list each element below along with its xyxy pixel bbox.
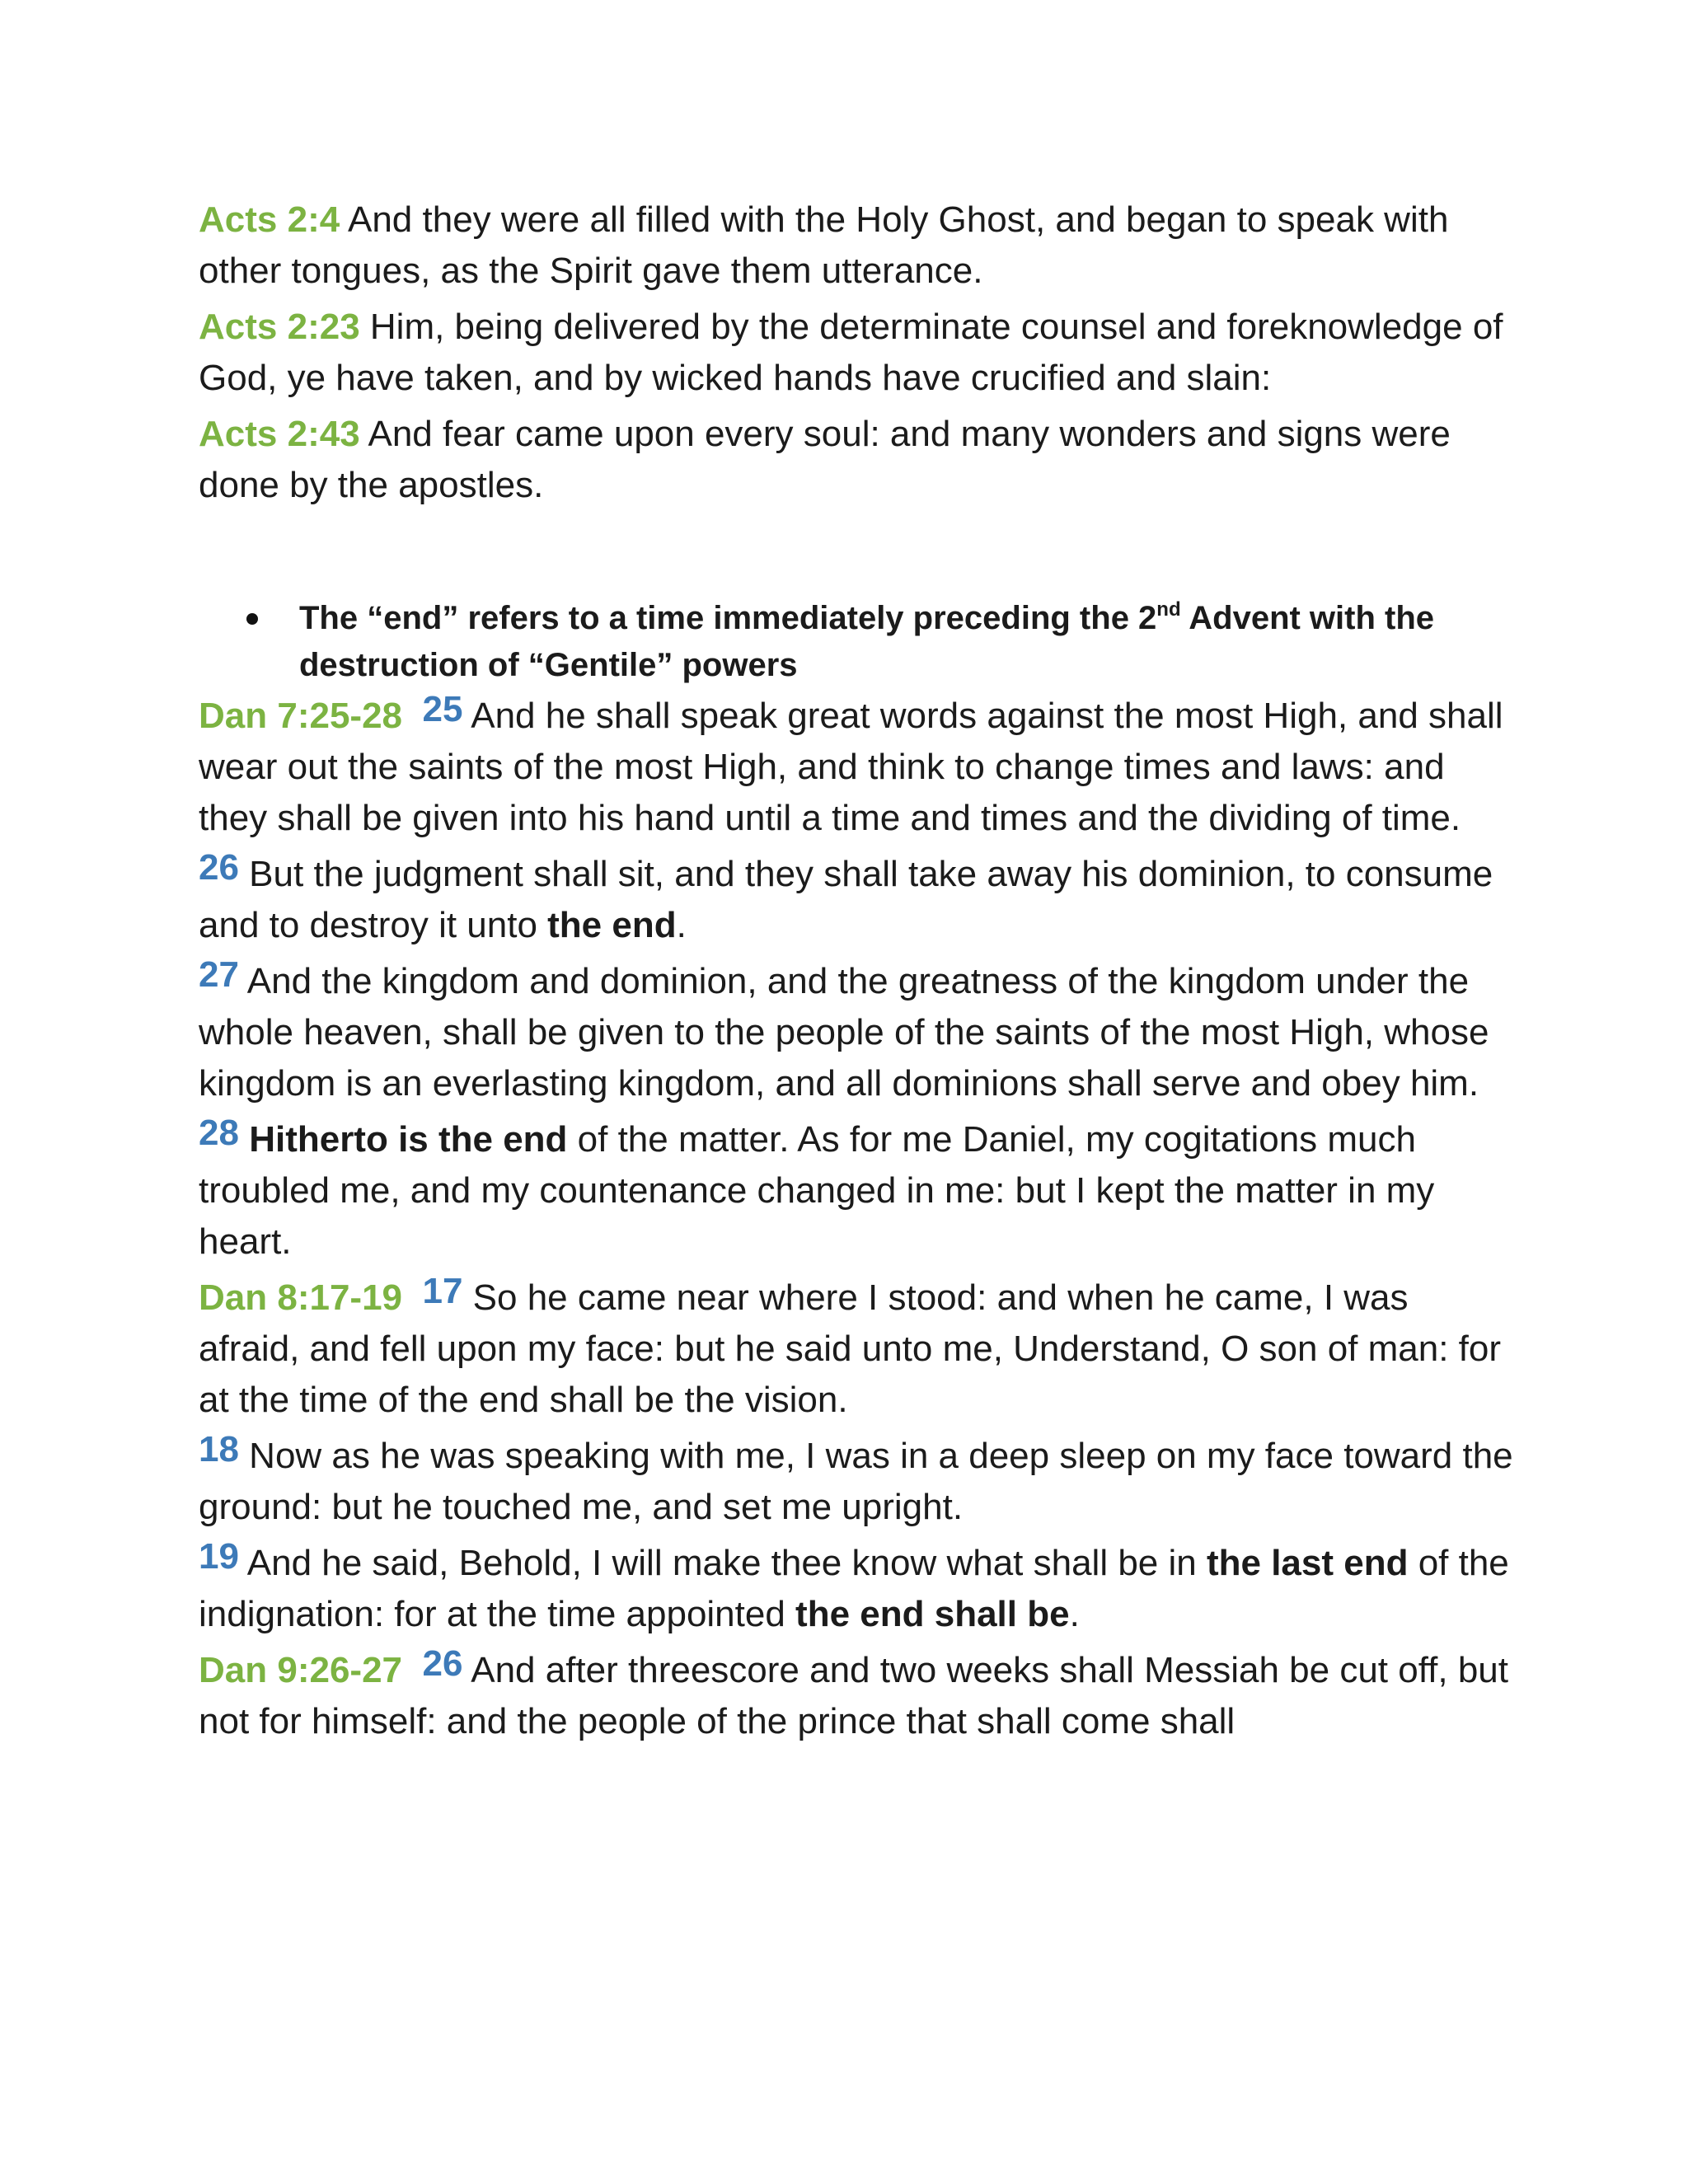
verse-text: And he said, Behold, I will make thee know what shall be in	[238, 1543, 1207, 1583]
verse-number: 18	[199, 1429, 239, 1469]
bullet-dot-icon	[246, 613, 258, 625]
emphasized-text: the last end	[1206, 1543, 1409, 1583]
bullet-point	[199, 595, 1517, 689]
verse-text: And fear came upon every soul: and many wonders and signs were done by the apostles.	[199, 414, 1451, 505]
verse-text-middle: of the indignation: for at the time appointed	[199, 1543, 1509, 1634]
passage-dan-7-27	[199, 956, 1517, 1109]
passage-acts-2-4	[199, 194, 1517, 297]
scripture-reference: Acts 2:43	[199, 414, 360, 454]
verse-number: 17	[422, 1271, 463, 1311]
verse-text: Now as he was speaking with me, I was in a deep sleep on my face toward the ground: but he touched me, and set me upright.	[199, 1436, 1513, 1527]
bullet-superscript: nd	[1156, 598, 1181, 621]
emphasized-text: the end shall be	[795, 1594, 1070, 1634]
scripture-reference: Dan 7:25-28	[199, 696, 403, 736]
verse-text: of the matter. As for me Daniel, my cogitations much troubled me, and my countenance changed in me: but I kept the matter in my heart.	[199, 1119, 1435, 1262]
verse-number: 19	[199, 1536, 239, 1577]
passage-dan-9-26	[199, 1645, 1517, 1747]
verse-text: And he shall speak great words against the most High, and shall wear out the saints of the most High, and think to change times and laws: and they shall be given into his hand until a time and times and the dividing of time.	[199, 696, 1503, 838]
verse-number: 28	[199, 1113, 239, 1153]
passage-dan-8-19	[199, 1538, 1517, 1640]
verse-text: So he came near where I stood: and when he came, I was afraid, and fell upon my face: but he said unto me, Understand, O son of man: for at the time of the end shall be the vision.	[199, 1277, 1502, 1420]
verse-text: And after threescore and two weeks shall Messiah be cut off, but not for himself: and the people of the prince that shall come shall	[199, 1650, 1508, 1741]
verse-text: And they were all filled with the Holy Ghost, and began to speak with other tongues, as the Spirit gave them utterance.	[199, 199, 1449, 291]
passage-dan-8-18	[199, 1431, 1517, 1533]
verse-text-end: .	[676, 905, 687, 945]
scripture-reference: Dan 8:17-19	[199, 1277, 403, 1318]
scripture-reference: Dan 9:26-27	[199, 1650, 403, 1690]
verse-text-end: .	[1069, 1594, 1080, 1634]
verse-number: 27	[199, 954, 239, 995]
verse-number: 26	[422, 1643, 463, 1684]
verse-text: And the kingdom and dominion, and the greatness of the kingdom under the whole heaven, shall be given to the people of the saints of the most High, whose kingdom is an everlasting kingdom, and all dominions shall serve and obey him.	[199, 961, 1489, 1104]
emphasized-text: Hitherto is the end	[249, 1119, 568, 1160]
verse-number: 26	[199, 847, 239, 888]
passage-dan-8-17	[199, 1272, 1517, 1426]
passage-dan-7-28	[199, 1114, 1517, 1268]
document-page	[199, 194, 1517, 1752]
passage-dan-7-26	[199, 849, 1517, 951]
section-spacer	[199, 516, 1517, 595]
bullet-text-after: Advent with the destruction of “Gentile” powers	[299, 600, 1435, 683]
passage-dan-7-25	[199, 691, 1517, 844]
emphasized-text: the end	[547, 905, 677, 945]
verse-text: But the judgment shall sit, and they shall take away his dominion, to consume and to destroy it unto	[199, 854, 1493, 945]
bullet-text-before: The “end” refers to a time immediately preceding the 2	[299, 600, 1157, 636]
passage-acts-2-43	[199, 409, 1517, 511]
scripture-reference: Acts 2:23	[199, 307, 360, 347]
scripture-reference: Acts 2:4	[199, 199, 340, 240]
verse-number: 25	[422, 689, 463, 729]
verse-text: Him, being delivered by the determinate counsel and foreknowledge of God, ye have taken, and by wicked hands have crucified and slain:	[199, 307, 1503, 398]
passage-acts-2-23	[199, 302, 1517, 404]
